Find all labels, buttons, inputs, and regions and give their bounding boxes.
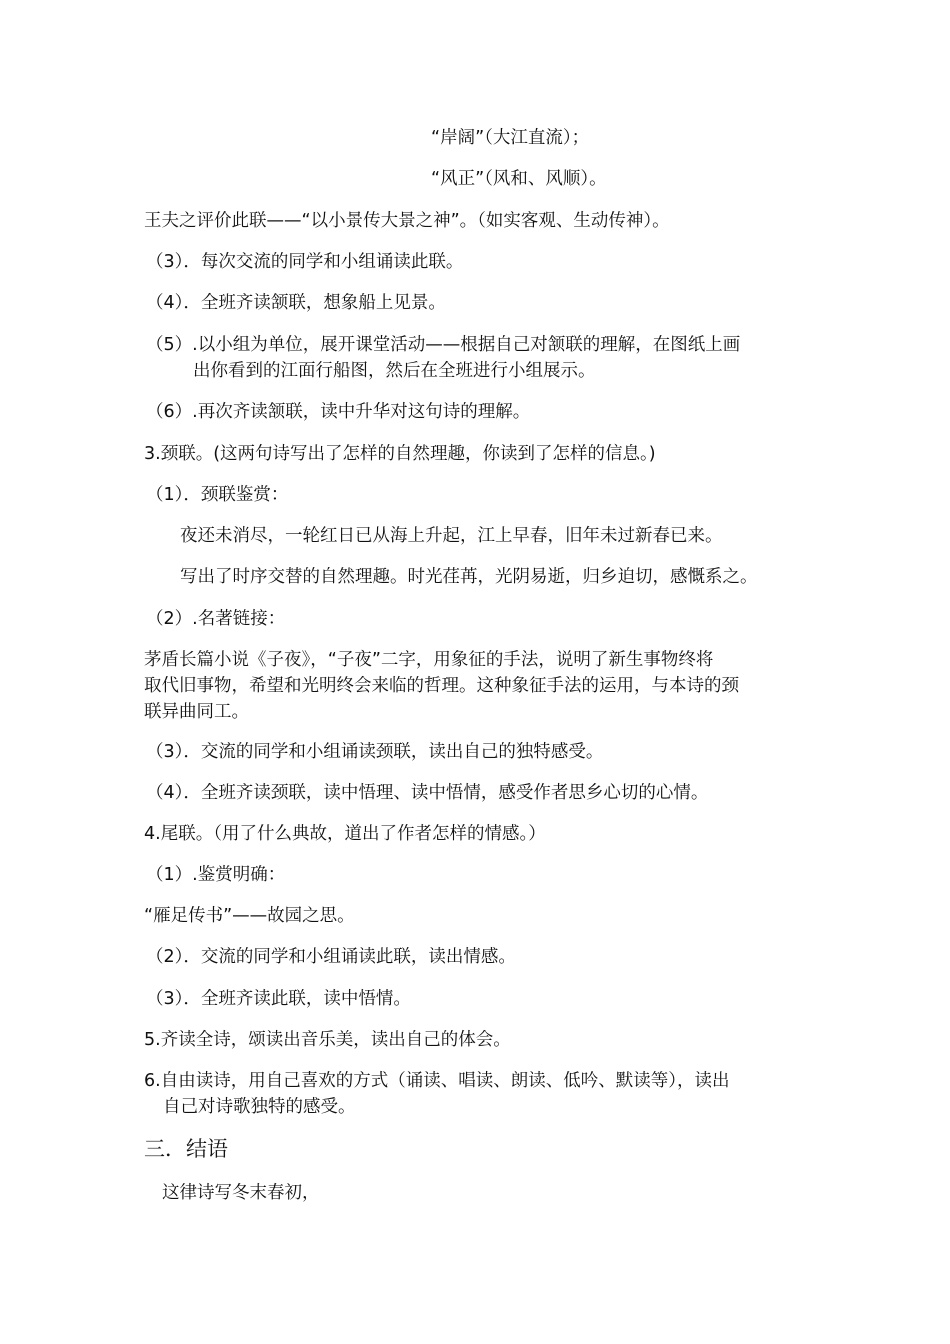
list-item-4-read: （4）．全班齐读颔联，想象船上见景。 (146, 293, 446, 313)
wang-fuzhi-comment: 王夫之评价此联——“以小景传大景之神”。（如实客观、生动传神）。 (144, 211, 670, 231)
section-4-tail-couplet: 4.尾联。（用了什么典故，道出了作者怎样的情感。） (144, 824, 546, 844)
list-item-3-class: （3）．全班齐读此联，读中悟情。 (146, 989, 411, 1009)
quote-anku: “岸阔”（大江直流）； (431, 128, 590, 148)
paragraph-night: 夜还未消尽，一轮红日已从海上升起，江上早春，旧年未过新春已来。 (180, 526, 723, 546)
list-item-3-recite: （3）．每次交流的同学和小组诵读此联。 (146, 252, 464, 272)
paragraph-ziye: 茅盾长篇小说《子夜》，“子夜”二字，用象征的手法，说明了新生事物终将 (144, 650, 714, 670)
list-item-1-clear: （1）.鉴赏明确： (146, 865, 286, 885)
section-5-read-all: 5.齐读全诗，颂读出音乐美，读出自己的体会。 (144, 1030, 511, 1050)
paragraph-nature: 写出了时序交替的自然理趣。时光荏苒，光阴易逝，归乡迫切，感慨系之。 (180, 567, 758, 587)
quote-fengzheng: “风正”（风和、风顺）。 (431, 169, 607, 189)
section-3-neck-couplet: 3.颈联。(这两句诗写出了怎样的自然理趣，你读到了怎样的信息。) (144, 444, 656, 464)
list-item-2-classics: （2）.名著链接： (146, 609, 286, 629)
quote-yanzu: “雁足传书”——故园之思。 (144, 906, 355, 926)
paragraph-conclusion: 这律诗写冬末春初， (162, 1183, 320, 1203)
section-heading-conclusion: 三．结语 (144, 1137, 228, 1161)
list-item-6-reread: （6）.再次齐读颔联，读中升华对这句诗的理解。 (146, 402, 531, 422)
list-item-3-share: （3）．交流的同学和小组诵读颈联，读出自己的独特感受。 (146, 742, 604, 762)
list-item-2-share: （2）．交流的同学和小组诵读此联，读出情感。 (146, 947, 516, 967)
paragraph-ziye-cont2: 联异曲同工。 (144, 702, 249, 722)
list-item-5-activity-cont: 出你看到的江面行船图，然后在全班进行小组展示。 (193, 361, 596, 381)
list-item-5-activity: （5）.以小组为单位，展开课堂活动——根据自己对颔联的理解，在图纸上画 (146, 335, 741, 355)
paragraph-ziye-cont1: 取代旧事物，希望和光明终会来临的哲理。这种象征手法的运用，与本诗的颈 (144, 676, 739, 696)
list-item-4-class-read: （4）．全班齐读颈联，读中悟理、读中悟情，感受作者思乡心切的心情。 (146, 783, 709, 803)
list-item-1-appreciation: （1）．颈联鉴赏： (146, 485, 289, 505)
section-6-free-read: 6.自由读诗，用自己喜欢的方式（诵读、唱读、朗读、低吟、默读等），读出 (144, 1071, 730, 1091)
section-6-free-read-cont: 自己对诗歌独特的感受。 (163, 1097, 356, 1117)
